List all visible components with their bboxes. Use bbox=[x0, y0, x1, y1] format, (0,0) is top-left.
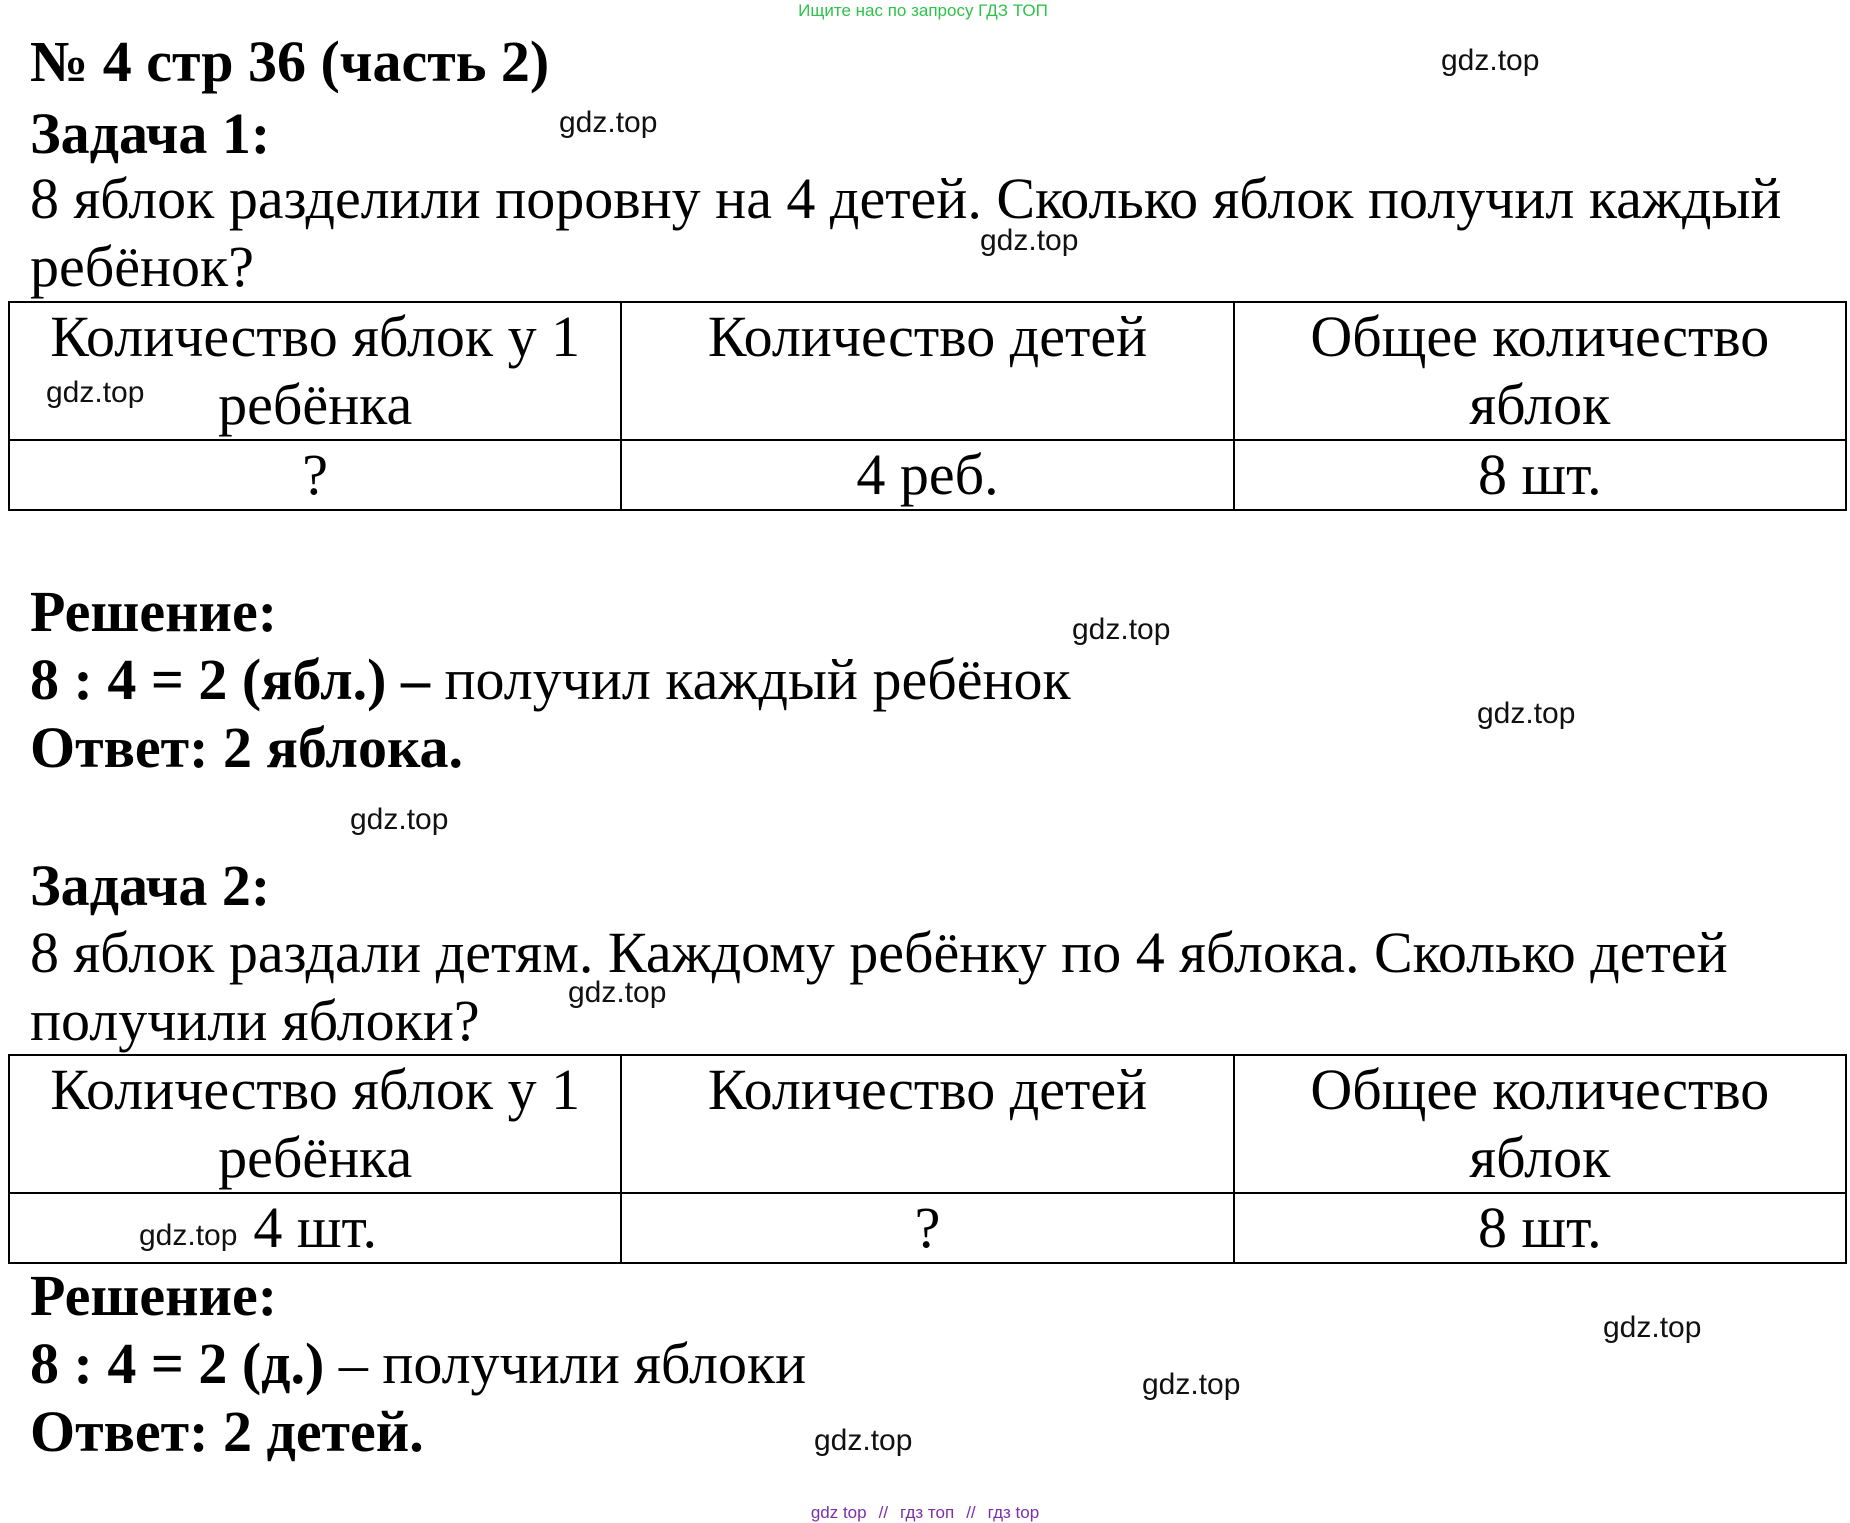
table-cell: ? bbox=[621, 1193, 1233, 1263]
watermark: gdz.top bbox=[980, 224, 1079, 257]
table-header-cell: Количество яблок у 1 ребёнка bbox=[9, 1055, 621, 1193]
footer-separator: // bbox=[878, 1503, 889, 1522]
table-cell: 8 шт. bbox=[1234, 1193, 1846, 1263]
table-cell: 8 шт. bbox=[1234, 440, 1846, 510]
task1-answer: Ответ: 2 яблока. bbox=[30, 715, 463, 780]
watermark: gdz.top bbox=[568, 976, 667, 1009]
footer-item: gdz top bbox=[810, 1503, 867, 1522]
task2-text: 8 яблок раздали детям. Каждому ребёнку по 4 яблока. Сколько детей получили яблоки? bbox=[30, 920, 1728, 1053]
table-header-cell: Количество яблок у 1 ребёнка bbox=[9, 302, 621, 440]
watermark: gdz.top bbox=[1142, 1368, 1241, 1401]
task1-table bbox=[8, 301, 1847, 511]
top-banner: Ищите нас по запросу ГДЗ ТОП bbox=[798, 1, 1048, 20]
table-row bbox=[9, 1193, 1846, 1263]
footer-item: гдз top bbox=[987, 1503, 1040, 1522]
table-row bbox=[9, 440, 1846, 510]
task2-heading: Задача 2: bbox=[30, 853, 271, 918]
watermark: gdz.top bbox=[350, 803, 449, 836]
task1-solution-text: получил каждый ребёнок bbox=[429, 647, 1071, 712]
table-header-cell: Общее количество яблок bbox=[1234, 1055, 1846, 1193]
task1-solution-heading: Решение: bbox=[30, 579, 278, 644]
footer bbox=[0, 1503, 1850, 1523]
task1-text: 8 яблок разделили поровну на 4 детей. Сколько яблок получил каждый ребёнок? bbox=[30, 166, 1782, 299]
table-header-cell: Общее количество яблок bbox=[1234, 302, 1846, 440]
table-header-row bbox=[9, 1055, 1846, 1193]
table-header-cell: Количество детей bbox=[621, 1055, 1233, 1193]
footer-item: гдз топ bbox=[900, 1503, 955, 1522]
watermark: gdz.top bbox=[1072, 613, 1171, 646]
task1-solution bbox=[30, 646, 1071, 713]
watermark: gdz.top bbox=[1441, 44, 1540, 77]
table-header-row bbox=[9, 302, 1846, 440]
table-header-cell: Количество детей bbox=[621, 302, 1233, 440]
footer-separator: // bbox=[966, 1503, 976, 1522]
task1-solution-expression: 8 : 4 = 2 (ябл.) – bbox=[30, 647, 430, 712]
watermark: gdz.top bbox=[139, 1219, 238, 1252]
watermark: gdz.top bbox=[814, 1424, 913, 1457]
watermark: gdz.top bbox=[1603, 1311, 1702, 1344]
watermark: gdz.top bbox=[46, 376, 145, 409]
watermark: gdz.top bbox=[559, 106, 658, 139]
page-title: № 4 стр 36 (часть 2) bbox=[30, 29, 550, 94]
task1-heading: Задача 1: bbox=[30, 101, 271, 166]
task2-answer: Ответ: 2 детей. bbox=[30, 1399, 424, 1464]
table-cell: ? bbox=[9, 440, 621, 510]
table-cell: 4 шт. bbox=[9, 1193, 621, 1263]
table-cell: 4 реб. bbox=[621, 440, 1233, 510]
task2-solution-expression: 8 : 4 = 2 (д.) bbox=[30, 1331, 325, 1396]
task2-table bbox=[8, 1054, 1847, 1264]
task2-solution-heading: Решение: bbox=[30, 1263, 278, 1328]
task2-solution-text: – получили яблоки bbox=[324, 1331, 807, 1396]
watermark: gdz.top bbox=[1477, 697, 1576, 730]
task2-solution bbox=[30, 1330, 806, 1397]
